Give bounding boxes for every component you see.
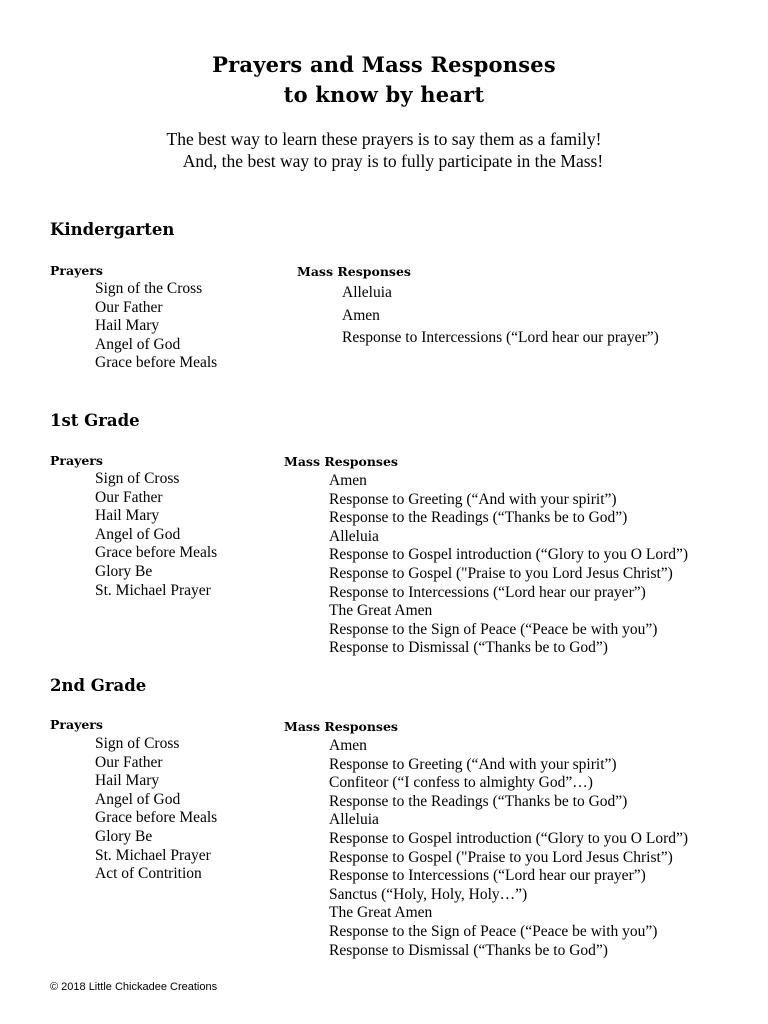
- list-item: Angel of God: [95, 335, 181, 353]
- prayers-heading: Prayers: [50, 263, 103, 278]
- list-item: Response to the Readings (“Thanks be to God”): [329, 509, 628, 527]
- list-item: Hail Mary: [95, 507, 160, 525]
- list-item: Amen: [342, 306, 380, 324]
- list-item: St. Michael Prayer: [95, 846, 211, 864]
- list-item: Glory Be: [95, 562, 153, 580]
- list-item: Hail Mary: [95, 317, 160, 335]
- list-item: Hail Mary: [95, 772, 160, 790]
- list-item: Angel of God: [95, 525, 181, 543]
- list-item: Our Father: [95, 753, 163, 771]
- prayers-heading: Prayers: [50, 453, 103, 468]
- list-item: The Great Amen: [329, 904, 433, 922]
- intro-line-1: The best way to learn these prayers is to say them as a family!: [166, 129, 602, 149]
- copyright-footer: © 2018 Little Chickadee Creations: [50, 981, 218, 993]
- section-title-2nd-grade: 2nd Grade: [50, 676, 147, 695]
- list-item: Our Father: [95, 488, 163, 506]
- page-subtitle: to know by heart: [283, 82, 485, 107]
- list-item: Sign of the Cross: [95, 280, 203, 297]
- list-item: St. Michael Prayer: [95, 581, 211, 599]
- list-item: Grace before Meals: [95, 544, 218, 562]
- list-item: Alleluia: [329, 811, 379, 829]
- list-item: Grace before Meals: [95, 809, 218, 827]
- list-item: Grace before Meals: [95, 354, 218, 372]
- list-item: Sign of Cross: [95, 470, 180, 487]
- list-item: Response to the Sign of Peace (“Peace be with you”): [329, 922, 658, 940]
- list-item: Alleluia: [329, 527, 379, 545]
- mass-responses-heading: Mass Responses: [297, 264, 411, 279]
- list-item: Response to the Sign of Peace (“Peace be with you”): [329, 620, 658, 638]
- prayers-heading: Prayers: [50, 717, 103, 732]
- mass-responses-heading: Mass Responses: [284, 719, 398, 734]
- list-item: Response to Greeting (“And with your spirit”): [329, 490, 617, 508]
- first-grade-prayers-list: [95, 470, 217, 600]
- list-item: Glory Be: [95, 827, 153, 845]
- list-item: Amen: [329, 737, 367, 754]
- list-item: Response to Gospel ("Praise to you Lord Jesus Christ”): [329, 848, 673, 866]
- list-item: Act of Contrition: [95, 865, 202, 883]
- list-item: Our Father: [95, 298, 163, 316]
- list-item: Response to Intercessions (“Lord hear our prayer”): [329, 867, 646, 885]
- page-title: Prayers and Mass Responses: [212, 52, 556, 77]
- list-item: Response to Gospel introduction (“Glory to you O Lord”): [329, 546, 689, 564]
- second-grade-prayers-list: [95, 735, 217, 884]
- section-title-1st-grade: 1st Grade: [50, 411, 140, 430]
- list-item: Response to Dismissal (“Thanks be to God”): [329, 941, 608, 959]
- list-item: Confiteor (“I confess to almighty God”…): [329, 774, 593, 792]
- section-title-kindergarten: Kindergarten: [50, 220, 175, 239]
- list-item: Sign of Cross: [95, 735, 180, 752]
- list-item: Sanctus (“Holy, Holy, Holy…”): [329, 885, 528, 903]
- list-item: The Great Amen: [329, 602, 433, 620]
- list-item: Response to Gospel introduction (“Glory to you O Lord”): [329, 829, 689, 847]
- kindergarten-mass-list: [342, 282, 659, 350]
- list-item: Response to Gospel ("Praise to you Lord Jesus Christ”): [329, 564, 673, 582]
- list-item: Amen: [329, 472, 367, 489]
- list-item: Alleluia: [342, 284, 392, 301]
- list-item: Response to Dismissal (“Thanks be to God”): [329, 639, 608, 657]
- list-item: Response to Intercessions (“Lord hear our prayer”): [342, 329, 659, 346]
- first-grade-mass-list: [329, 472, 688, 658]
- list-item: Angel of God: [95, 790, 181, 808]
- list-item: Response to the Readings (“Thanks be to God”): [329, 792, 628, 810]
- second-grade-mass-list: [329, 737, 688, 960]
- list-item: Response to Intercessions (“Lord hear our prayer”): [329, 583, 646, 601]
- mass-responses-heading: Mass Responses: [284, 454, 398, 469]
- intro-line-2: And, the best way to pray is to fully participate in the Mass!: [182, 151, 604, 171]
- list-item: Response to Greeting (“And with your spirit”): [329, 755, 617, 773]
- kindergarten-prayers-list: [95, 280, 217, 373]
